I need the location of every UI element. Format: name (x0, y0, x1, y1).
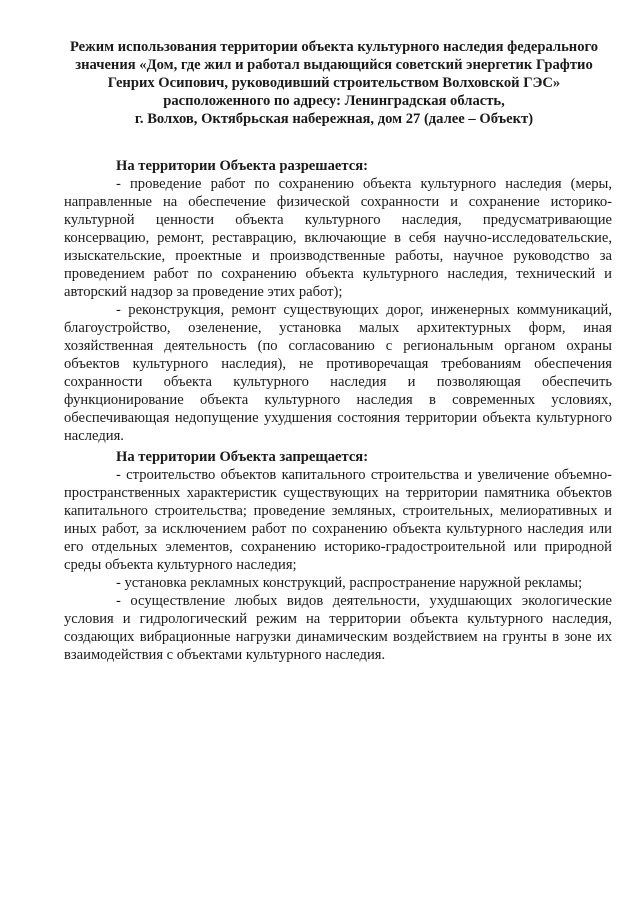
forbidden-item: - осуществление любых видов деятельности, ухудшающих экологические условия и гидрологический режим на территории объекта культурного наследия, создающих вибрационные нагрузки динамическим воздействием на грунты в зоне их взаимодействия с объектами культурного наследия. (64, 593, 612, 663)
forbidden-section (64, 448, 612, 664)
allowed-item: - реконструкция, ремонт существующих дорог, инженерных коммуникаций, благоустройство, озеленение, установка малых архитектурных форм, иная хозяйственная деятельность (по согласованию с региональным органом охраны объектов культурного наследия), не противоречащая требованиям обеспечения сохранности объекта культурного наследия и позволяющая обеспечить функционирование объекта культурного наследия в современных условиях, обеспечивающая недопущение ухудшения состояния территории объекта культурного наследия. (64, 302, 612, 444)
document-title (60, 38, 608, 128)
title-line: Генрих Осипович, руководивший строительством Волховской ГЭС» (107, 75, 561, 91)
forbidden-item: - строительство объектов капитального строительства и увеличение объемно-пространственных характеристик существующих на территории памятника объектов капитального строительства; проведение земляных, строительных, мелиоративных и иных работ, за исключением работ по сохранению объекта культурного наследия или его отдельных элементов, сохранению историко-градостроительной или природной среды объекта культурного наследия; (64, 467, 612, 573)
title-line: Режим использования территории объекта культурного наследия федерального (69, 39, 599, 55)
allowed-heading: На территории Объекта разрешается: (116, 158, 368, 174)
title-line: значения «Дом, где жил и работал выдающийся советский энергетик Графтио (75, 57, 593, 73)
allowed-section (64, 157, 612, 445)
forbidden-item: - установка рекламных конструкций, распространение наружной рекламы; (116, 575, 583, 591)
allowed-item: - проведение работ по сохранению объекта культурного наследия (меры, направленные на обеспечение физической сохранности и сохранение историко-культурной ценности объекта культурного наследия, предусматривающие консервацию, ремонт, реставрацию, включающие в себя научно-исследовательские, изыскательские, проектные и производственные работы, научное руководство за проведением работ по сохранению объекта культурного наследия, технический и авторский надзор за проведение этих работ); (64, 176, 612, 300)
forbidden-heading: На территории Объекта запрещается: (116, 449, 369, 465)
title-line: г. Волхов, Октябрьская набережная, дом 27 (далее – Объект) (134, 111, 534, 127)
title-line: расположенного по адресу: Ленинградская область, (163, 93, 505, 109)
